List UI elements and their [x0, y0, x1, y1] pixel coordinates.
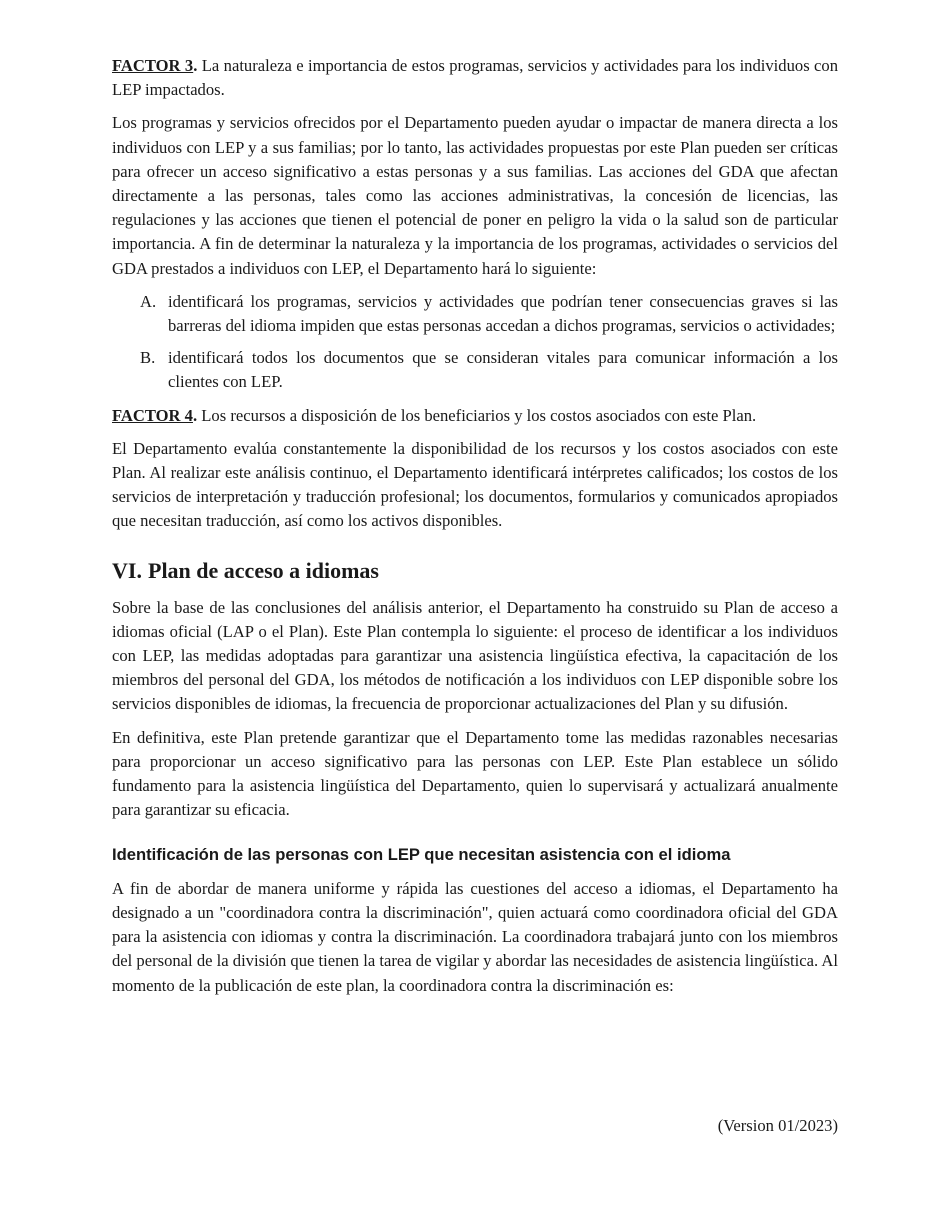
factor3-body: Los programas y servicios ofrecidos por el Departamento pueden ayudar o impactar de manera directa a los individuos con LEP y a sus familias; por lo tanto, las actividades propuestas por este Plan pueden ser críticas para ofrecer un acceso significativo a estas personas y a sus familias. Las acciones del GDA que afectan directamente a las personas, tales como las acciones administrativas, la concesión de licencias, las regulaciones y las acciones que tienen el potencial de poner en peligro la vida o la salud son de particular importancia. A fin de determinar la naturaleza y la importancia de los programas, actividades o servicios del GDA prestados a individuos con LEP, el Departamento hará lo siguiente:: [112, 113, 838, 278]
factor4-title: Los recursos a disposición de los beneficiarios y los costos asociados con este Plan.: [197, 405, 757, 425]
subsection-body: A fin de abordar de manera uniforme y rápida las cuestiones del acceso a idiomas, el Departamento ha designado a un "coordinadora contra la discriminación", quien actuará como coordinadora oficial del GDA para la asistencia con idiomas y contra la discriminación. La coordinadora trabajará junto con los miembros del personal de la división que tienen la tarea de vigilar y abordar las necesidades de asistencia lingüística. Al momento de la publicación de este plan, la coordinadora contra la discriminación es:: [112, 878, 838, 995]
section-title: Plan de acceso a idiomas: [148, 557, 379, 583]
list-item-text: identificará todos los documentos que se consideran vitales para comunicar información a los clientes con LEP.: [168, 348, 838, 392]
factor4-body: El Departamento evalúa constantemente la disponibilidad de los recursos y los costos asociados con este Plan. Al realizar este análisis continuo, el Departamento identificará intérpretes calificados; los costos de los servicios de interpretación y traducción profesional; los documentos, formularios y comunicados apropiados que necesitan traducción, así como los activos disponibles.: [112, 438, 838, 531]
list-item: [112, 346, 838, 394]
version-footer: (Version 01/2023): [717, 1116, 838, 1135]
section-paragraph-2: En definitiva, este Plan pretende garantizar que el Departamento tome las medidas razonables necesarias para proporcionar un acceso significativo para las personas con LEP. Este Plan establece un sólido fundamento para la asistencia lingüística del Departamento, quien lo supervisará y actualizará anualmente para garantizar su eficacia.: [112, 727, 838, 820]
list-item: [112, 290, 838, 338]
list-marker: B.: [140, 348, 156, 368]
list-item-text: identificará los programas, servicios y actividades que podrían tener consecuencias graves si las barreras del idioma impiden que estas personas accedan a dichos programas, servicios o actividades;: [168, 291, 838, 336]
subsection-heading: Identificación de las personas con LEP que necesitan asistencia con el idioma: [112, 845, 731, 865]
list-marker: A.: [140, 291, 157, 311]
section-heading: [112, 556, 838, 586]
factor4-heading: FACTOR 4. Los recursos a disposición de los beneficiarios y los costos asociados con este Plan.: [112, 405, 757, 425]
factor4-label: FACTOR 4: [112, 405, 193, 425]
factor3-title: La naturaleza e importancia de estos programas, servicios y actividades para los individuos con LEP impactados.: [112, 56, 838, 100]
factor3-label: FACTOR 3: [112, 56, 194, 75]
section-paragraph-1: Sobre la base de las conclusiones del análisis anterior, el Departamento ha construido su Plan de acceso a idiomas oficial (LAP o el Plan). Este Plan contempla lo siguiente: el proceso de identificar a los individuos con LEP, las medidas adoptadas para garantizar una asistencia lingüística efectiva, la capacitación de los miembros del personal del GDA, los métodos de notificación a los individuos con LEP disponible sobre los servicios disponibles de idiomas, la frecuencia de proporcionar actualizaciones del Plan y su difusión.: [112, 597, 838, 714]
factor3-heading: FACTOR 3. La naturaleza e importancia de estos programas, servicios y actividades para los individuos con LEP impactados.: [112, 56, 838, 100]
section-number: VI.: [112, 557, 142, 583]
factor3-list: [112, 290, 838, 395]
